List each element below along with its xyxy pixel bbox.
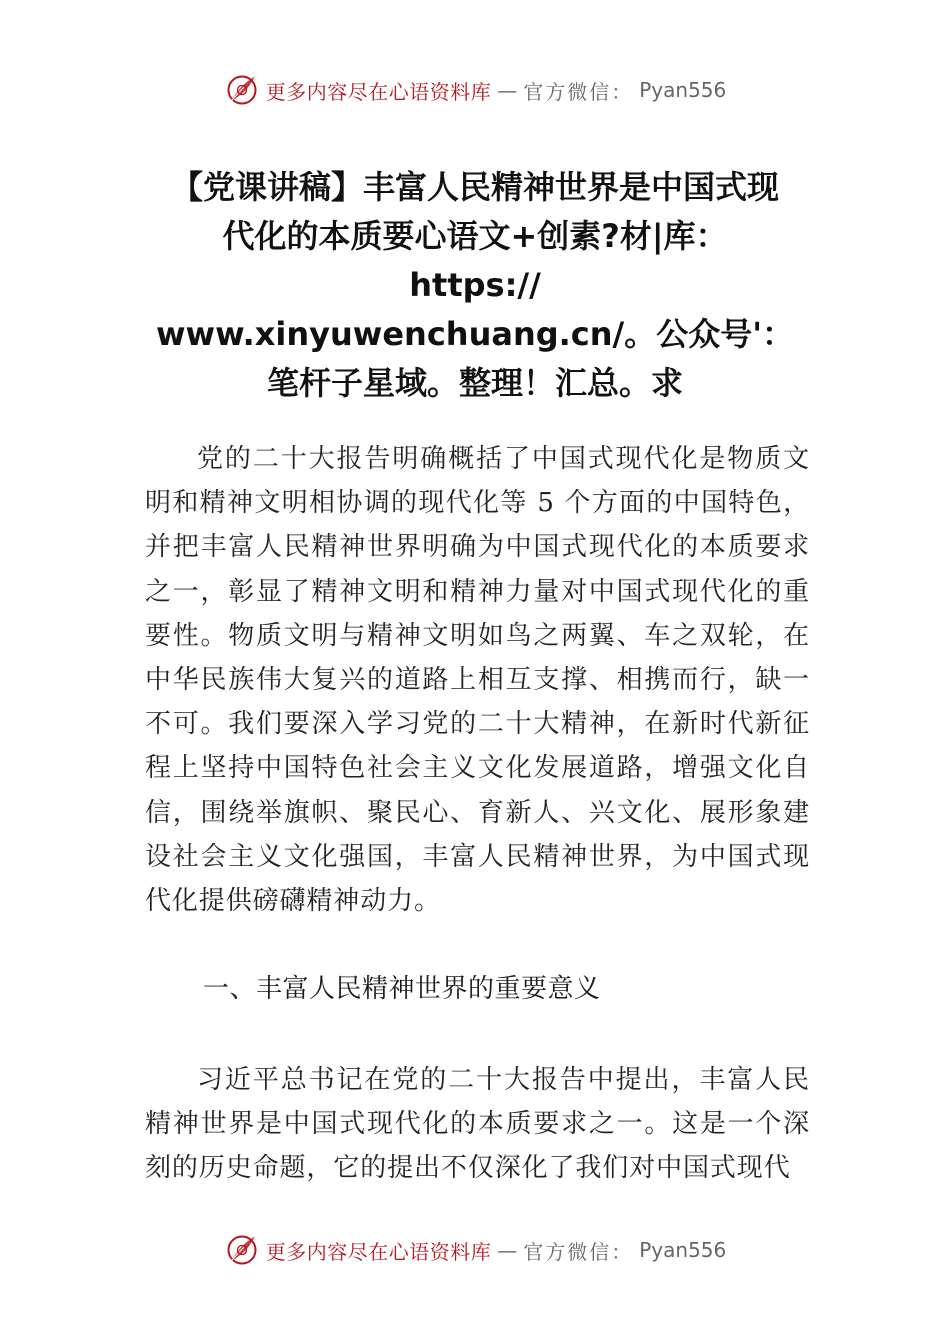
document-title xyxy=(100,163,850,408)
title-line: https:// xyxy=(409,266,541,304)
quill-pen-logo-icon xyxy=(224,1232,260,1268)
banner-wechat-id: Pyan556 xyxy=(639,1238,727,1262)
banner-wechat-label: 官方微信： xyxy=(523,79,634,104)
body-paragraph: 党的二十大报告明确概括了中国式现代化是物质文明和精神文明相协调的现代化等 5 个方面的中国特色，并把丰富人民精神世界明确为中国式现代化的本质要求之一，彰显了精神文明和精神力量对中国式现代化的重要性。物质文明与精神文明如鸟之两翼、车之双轮，在中华民族伟大复兴的道路上相互支撑、相携而行，缺一不可。我们要深入学习党的二十大精神，在新时代新征程上坚持中国特色社会主义文化发展道路，增强文化自信，围绕举旗帜、聚民心、育新人、兴文化、展形象建设社会主义文化强国，丰富人民精神世界，为中国式现代化提供磅礴精神动力。 xyxy=(145,444,810,917)
quill-pen-logo-icon xyxy=(224,72,260,108)
title-line: www.xinyuwenchuang.cn/。公众号'： xyxy=(155,315,795,353)
banner-brand-text: 更多内容尽在心语资料库 xyxy=(265,79,492,104)
title-line: 【党课讲稿】丰富人民精神世界是中国式现 xyxy=(170,168,779,206)
banner-wechat-label: 官方微信： xyxy=(523,1239,634,1264)
section-heading: 一、丰富人民精神世界的重要意义 xyxy=(203,974,601,1004)
body-section-intro xyxy=(145,437,810,923)
body-section-one xyxy=(145,1058,810,1191)
header-banner xyxy=(0,72,950,108)
title-line: 代化的本质要心语文+创素?材|库： xyxy=(222,217,728,255)
banner-wechat-id: Pyan556 xyxy=(639,78,727,102)
body-paragraph: 习近平总书记在党的二十大报告中提出，丰富人民精神世界是中国式现代化的本质要求之一。这是一个深刻的历史命题，它的提出不仅深化了我们对中国式现代 xyxy=(145,1065,810,1184)
banner-separator: — xyxy=(497,78,518,102)
footer-banner xyxy=(0,1232,950,1268)
banner-brand-text: 更多内容尽在心语资料库 xyxy=(265,1239,492,1264)
banner-separator: — xyxy=(497,1238,518,1262)
title-line: 笔杆子星域。整理！汇总。求 xyxy=(266,364,683,402)
